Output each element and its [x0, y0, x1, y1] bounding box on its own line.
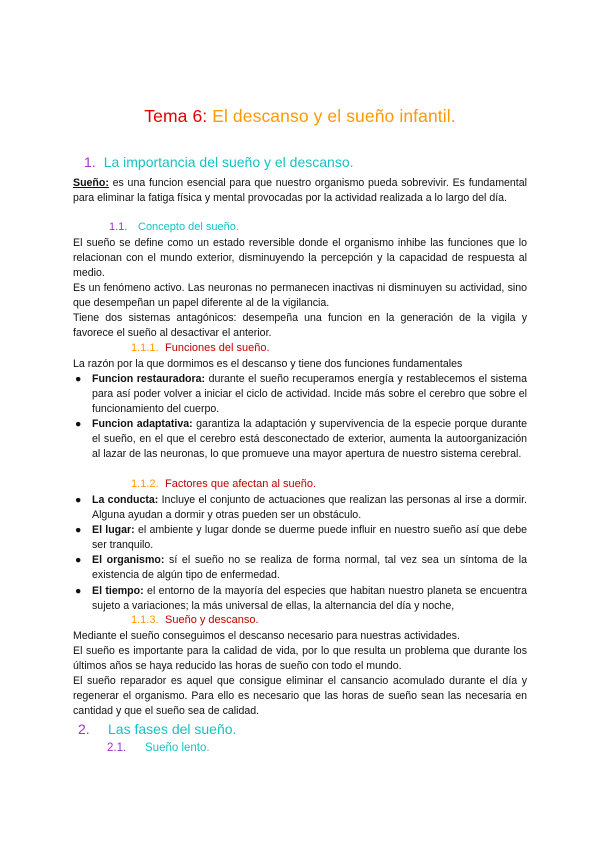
heading-section-1-1-1 — [131, 342, 270, 354]
paragraph-sueno — [73, 176, 527, 206]
heading-label: Funciones del sueño. — [165, 342, 270, 354]
list-item-term: El organismo: — [92, 554, 165, 566]
list-item-funcion-restauradora — [73, 372, 527, 417]
bullet-icon: ● — [75, 585, 82, 597]
paragraph-reparador: El sueño reparador es aquel que consigue eliminar el cansancio acomulado durante el día y regenerar el organismo. Para ello es necesario que las horas de sueño sean las necesaria en cantidad y que el sueño sea de calidad. — [73, 675, 527, 717]
heading-section-1-1 — [109, 221, 239, 233]
bullet-icon: ● — [75, 524, 82, 536]
paragraph-sistemas: Tiene dos sistemas antagónicos: desempeña una funcion en la generación de la vigila y favorece el sueño al desactivar el anterior. — [73, 312, 527, 339]
list-item-conducta — [73, 493, 527, 523]
bullet-icon: ● — [75, 373, 82, 385]
paragraph-fenomeno-activo: Es un fenómeno activo. Las neuronas no permanecen inactivas ni disminuyen su actividad, sino que desempeñan un papel diferente al de la vigilancia. — [73, 282, 527, 309]
heading-section-2 — [78, 721, 236, 737]
heading-label: Las fases del sueño. — [108, 721, 237, 737]
heading-label: Sueño y descanso. — [165, 614, 259, 626]
heading-label: Sueño lento. — [145, 742, 210, 754]
title-text: El descanso y el sueño infantil. — [207, 106, 456, 126]
heading-label: Concepto del sueño. — [138, 221, 239, 233]
list-item-funcion-adaptativa — [73, 417, 527, 462]
heading-number: 2.1. — [107, 742, 127, 754]
paragraph-definicion: El sueño se define como un estado reversible donde el organismo inhibe las funciones que lo relacionan con el mundo exterior, disminuyendo la percepción y la capacidad de respuesta al medio. — [73, 237, 527, 279]
title-prefix: Tema 6: — [144, 106, 208, 126]
list-item-text: el ambiente y lugar donde se duerme puede influir en nuestro sueño así que debe ser tranquilo. — [92, 524, 527, 551]
paragraph-mediante: Mediante el sueño conseguimos el descanso necesario para nuestras actividades. — [73, 630, 460, 642]
list-item-lugar — [73, 523, 527, 553]
heading-number: 1.1. — [109, 221, 128, 233]
list-item-text: el entorno de la mayoría del especies que habitan nuestro planeta se encuentra sujeto a variaciones; la más universal de ellas, la alternancia del día y noche, — [92, 585, 527, 612]
list-item-text: garantiza la adaptación y supervivencia de la especie porque durante el sueño, en el que el cerebro está desconectado de exterior, aumenta la autoorganización al lazar de las neuronas, lo que promueve una mayor apertura de nuestro sistema cerebral. — [92, 418, 528, 460]
heading-number: 1. — [84, 154, 96, 170]
heading-section-1-1-3 — [131, 614, 259, 626]
heading-number: 1.1.2. — [131, 478, 159, 490]
term-sueno: Sueño: — [73, 177, 109, 189]
paragraph-importante: El sueño es importante para la calidad de vida, por lo que resulta un problema que durante los últimos años se haya reducido las horas de sueño con todo el mundo. — [73, 645, 527, 672]
heading-section-2-1 — [107, 742, 210, 754]
bullet-icon: ● — [75, 418, 82, 430]
list-item-term: El lugar: — [92, 524, 135, 536]
paragraph-text: es una funcion esencial para que nuestro organismo pueda sobrevivir. Es fundamental para eliminar la fatiga física y mental provocadas por la actividad realizada a lo largo del día. — [73, 177, 527, 204]
bullet-icon: ● — [75, 554, 82, 566]
heading-number: 2. — [78, 721, 90, 737]
document-title — [0, 106, 600, 127]
heading-label: Factores que afectan al sueño. — [165, 478, 317, 490]
list-item-term: El tiempo: — [92, 585, 144, 597]
bullet-icon: ● — [75, 494, 82, 506]
list-item-organismo — [73, 553, 527, 583]
list-item-term: La conducta: — [92, 494, 159, 506]
list-item-text: durante el sueño recuperamos energía y restablecemos el sistema para así poder volver a iniciar el ciclo de actividad. Incide más sobre el cerebro que sobre el funcionamiento del cuerpo. — [92, 373, 528, 415]
heading-label: La importancia del sueño y el descanso. — [103, 154, 354, 170]
list-item-term: Funcion adaptativa: — [92, 418, 193, 430]
heading-section-1-1-2 — [131, 478, 316, 490]
paragraph-razon: La razón por la que dormimos es el descanso y tiene dos funciones fundamentales — [73, 358, 463, 370]
heading-number: 1.1.1. — [131, 342, 159, 354]
heading-section-1 — [84, 154, 354, 170]
list-item-tiempo — [73, 584, 527, 614]
list-item-text: sí el sueño no se realiza de forma normal, tal vez sea un síntoma de la existencia de algún tipo de enfermedad. — [92, 554, 527, 581]
list-item-term: Funcion restauradora: — [92, 373, 206, 385]
list-item-text: Incluye el conjunto de actuaciones que realizan las personas al irse a dormir. Alguna ayudan a dormir y otras pueden ser un obstáculo. — [92, 494, 527, 521]
heading-number: 1.1.3. — [131, 614, 159, 626]
